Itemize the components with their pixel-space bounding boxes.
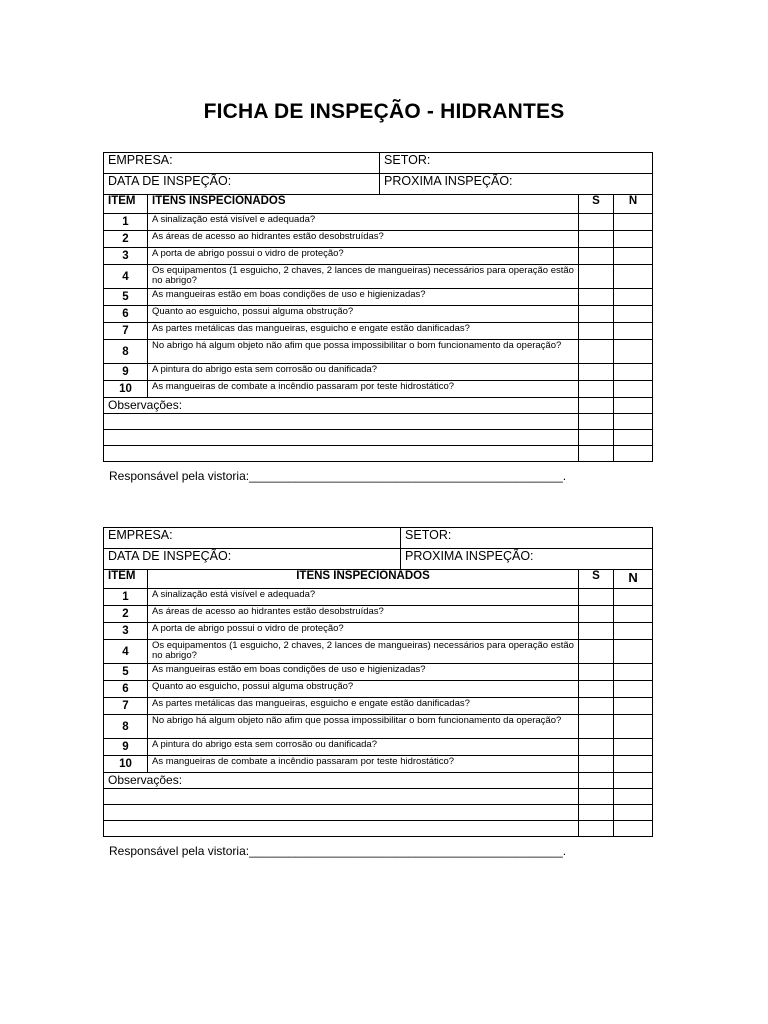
check-n-cell[interactable] xyxy=(614,715,653,739)
table-row xyxy=(104,364,653,381)
blank-cell xyxy=(614,446,653,462)
check-n-cell[interactable] xyxy=(614,623,653,640)
empresa-field[interactable]: EMPRESA: xyxy=(104,153,380,174)
check-n-cell[interactable] xyxy=(614,231,653,248)
table-row xyxy=(104,248,653,265)
blank-cell xyxy=(614,805,653,821)
blank-cell xyxy=(579,430,614,446)
check-s-cell[interactable] xyxy=(579,698,614,715)
table-row xyxy=(104,381,653,398)
observacoes-line[interactable] xyxy=(104,821,579,837)
table-row xyxy=(104,231,653,248)
item-number: 1 xyxy=(104,589,148,606)
item-number: 2 xyxy=(104,606,148,623)
blank-cell xyxy=(614,789,653,805)
table-row xyxy=(104,589,653,606)
item-number: 4 xyxy=(104,265,148,289)
item-text: As mangueiras de combate a incêndio passaram por teste hidrostático? xyxy=(148,756,579,773)
item-text: As partes metálicas das mangueiras, esguicho e engate estão danificadas? xyxy=(148,323,579,340)
check-n-cell[interactable] xyxy=(614,381,653,398)
check-n-cell[interactable] xyxy=(614,756,653,773)
item-number: 8 xyxy=(104,340,148,364)
item-number: 7 xyxy=(104,698,148,715)
item-text: As áreas de acesso ao hidrantes estão desobstruídas? xyxy=(148,231,579,248)
col-header-item: ITEM xyxy=(104,195,148,214)
blank-cell xyxy=(579,414,614,430)
check-n-cell[interactable] xyxy=(614,248,653,265)
check-n-cell[interactable] xyxy=(614,323,653,340)
item-number: 5 xyxy=(104,289,148,306)
page-title: FICHA DE INSPEÇÃO - HIDRANTES xyxy=(203,100,565,123)
item-text: Os equipamentos (1 esguicho, 2 chaves, 2 lances de mangueiras) necessários para operação estão no abrigo? xyxy=(148,640,579,664)
responsavel-line[interactable]: Responsável pela vistoria:_______________________________________________. xyxy=(109,844,567,858)
item-text: A pintura do abrigo esta sem corrosão ou danificada? xyxy=(148,364,579,381)
blank-cell xyxy=(579,805,614,821)
check-s-cell[interactable] xyxy=(579,381,614,398)
responsavel-line[interactable]: Responsável pela vistoria:_______________________________________________. xyxy=(109,469,567,483)
item-number: 6 xyxy=(104,306,148,323)
col-header-s: S xyxy=(579,195,614,214)
item-number: 10 xyxy=(104,381,148,398)
table-row xyxy=(104,623,653,640)
col-header-item: ITEM xyxy=(104,570,148,589)
item-number: 9 xyxy=(104,739,148,756)
check-s-cell[interactable] xyxy=(579,323,614,340)
item-number: 6 xyxy=(104,681,148,698)
inspection-form-1 xyxy=(103,152,652,483)
table-row xyxy=(104,289,653,306)
check-n-cell[interactable] xyxy=(614,289,653,306)
item-text: Os equipamentos (1 esguicho, 2 chaves, 2 lances de mangueiras) necessários para operação estão no abrigo? xyxy=(148,265,579,289)
item-text: A sinalização está visível e adequada? xyxy=(148,589,579,606)
observacoes-label: Observações: xyxy=(104,773,579,789)
item-number: 5 xyxy=(104,664,148,681)
check-n-cell[interactable] xyxy=(614,306,653,323)
item-text: As áreas de acesso ao hidrantes estão desobstruídas? xyxy=(148,606,579,623)
item-number: 1 xyxy=(104,214,148,231)
setor-field[interactable]: SETOR: xyxy=(380,153,653,174)
table-row xyxy=(104,265,653,289)
check-n-cell[interactable] xyxy=(614,664,653,681)
item-number: 3 xyxy=(104,248,148,265)
item-number: 4 xyxy=(104,640,148,664)
blank-cell xyxy=(614,430,653,446)
blank-cell xyxy=(614,398,653,414)
table-row xyxy=(104,698,653,715)
check-s-cell[interactable] xyxy=(579,289,614,306)
table-row xyxy=(104,756,653,773)
check-n-cell[interactable] xyxy=(614,214,653,231)
table-row xyxy=(104,340,653,364)
item-number: 8 xyxy=(104,715,148,739)
item-text: Quanto ao esguicho, possui alguma obstrução? xyxy=(148,306,579,323)
check-s-cell[interactable] xyxy=(579,589,614,606)
blank-cell xyxy=(579,773,614,789)
col-header-n: N xyxy=(614,570,653,589)
observacoes-line[interactable] xyxy=(104,789,579,805)
inspection-form-2 xyxy=(103,527,652,858)
observacoes-line[interactable] xyxy=(104,414,579,430)
check-s-cell[interactable] xyxy=(579,664,614,681)
check-s-cell[interactable] xyxy=(579,248,614,265)
check-s-cell[interactable] xyxy=(579,340,614,364)
col-header-itens: ITENS INSPECIONADOS xyxy=(148,570,579,589)
table-row xyxy=(104,306,653,323)
check-s-cell[interactable] xyxy=(579,715,614,739)
item-text: As partes metálicas das mangueiras, esguicho e engate estão danificadas? xyxy=(148,698,579,715)
blank-cell xyxy=(614,414,653,430)
observacoes-line[interactable] xyxy=(104,805,579,821)
item-text: A porta de abrigo possui o vidro de proteção? xyxy=(148,623,579,640)
table-row xyxy=(104,606,653,623)
item-text: A sinalização está visível e adequada? xyxy=(148,214,579,231)
check-s-cell[interactable] xyxy=(579,623,614,640)
blank-cell xyxy=(579,821,614,837)
table-row xyxy=(104,681,653,698)
table-row xyxy=(104,323,653,340)
check-n-cell[interactable] xyxy=(614,698,653,715)
item-text: As mangueiras estão em boas condições de uso e higienizadas? xyxy=(148,664,579,681)
check-s-cell[interactable] xyxy=(579,364,614,381)
table-row xyxy=(104,715,653,739)
inspection-table xyxy=(103,527,653,837)
check-n-cell[interactable] xyxy=(614,681,653,698)
observacoes-label: Observações: xyxy=(104,398,579,414)
table-row xyxy=(104,664,653,681)
check-n-cell[interactable] xyxy=(614,340,653,364)
check-s-cell[interactable] xyxy=(579,739,614,756)
item-number: 10 xyxy=(104,756,148,773)
item-text: Quanto ao esguicho, possui alguma obstrução? xyxy=(148,681,579,698)
table-row xyxy=(104,640,653,664)
check-s-cell[interactable] xyxy=(579,756,614,773)
data-inspecao-field[interactable]: DATA DE INSPEÇÃO: xyxy=(104,549,401,570)
check-n-cell[interactable] xyxy=(614,739,653,756)
observacoes-line[interactable] xyxy=(104,446,579,462)
check-s-cell[interactable] xyxy=(579,214,614,231)
item-text: A porta de abrigo possui o vidro de proteção? xyxy=(148,248,579,265)
blank-cell xyxy=(614,821,653,837)
check-s-cell[interactable] xyxy=(579,640,614,664)
table-row xyxy=(104,214,653,231)
check-s-cell[interactable] xyxy=(579,681,614,698)
observacoes-line[interactable] xyxy=(104,430,579,446)
check-n-cell[interactable] xyxy=(614,640,653,664)
check-n-cell[interactable] xyxy=(614,589,653,606)
item-number: 3 xyxy=(104,623,148,640)
item-text: A pintura do abrigo esta sem corrosão ou danificada? xyxy=(148,739,579,756)
proxima-inspecao-field[interactable]: PROXIMA INSPEÇÃO: xyxy=(380,174,653,195)
blank-cell xyxy=(579,789,614,805)
check-n-cell[interactable] xyxy=(614,364,653,381)
blank-cell xyxy=(579,398,614,414)
col-header-s: S xyxy=(579,570,614,589)
empresa-field[interactable]: EMPRESA: xyxy=(104,528,401,549)
check-n-cell[interactable] xyxy=(614,265,653,289)
check-s-cell[interactable] xyxy=(579,265,614,289)
blank-cell xyxy=(579,446,614,462)
item-text: No abrigo há algum objeto não afim que possa impossibilitar o bom funcionamento da operação? xyxy=(148,340,579,364)
item-number: 7 xyxy=(104,323,148,340)
blank-cell xyxy=(614,773,653,789)
col-header-n: N xyxy=(614,195,653,214)
setor-field[interactable]: SETOR: xyxy=(401,528,653,549)
check-s-cell[interactable] xyxy=(579,306,614,323)
item-text: As mangueiras de combate a incêndio passaram por teste hidrostático? xyxy=(148,381,579,398)
check-s-cell[interactable] xyxy=(579,606,614,623)
item-number: 2 xyxy=(104,231,148,248)
item-number: 9 xyxy=(104,364,148,381)
table-row xyxy=(104,739,653,756)
inspection-table xyxy=(103,152,653,462)
item-text: No abrigo há algum objeto não afim que possa impossibilitar o bom funcionamento da operação? xyxy=(148,715,579,739)
data-inspecao-field[interactable]: DATA DE INSPEÇÃO: xyxy=(104,174,380,195)
item-text: As mangueiras estão em boas condições de uso e higienizadas? xyxy=(148,289,579,306)
check-s-cell[interactable] xyxy=(579,231,614,248)
col-header-itens: ITENS INSPECIONADOS xyxy=(148,195,579,214)
proxima-inspecao-field[interactable]: PROXIMA INSPEÇÃO: xyxy=(401,549,653,570)
check-n-cell[interactable] xyxy=(614,606,653,623)
